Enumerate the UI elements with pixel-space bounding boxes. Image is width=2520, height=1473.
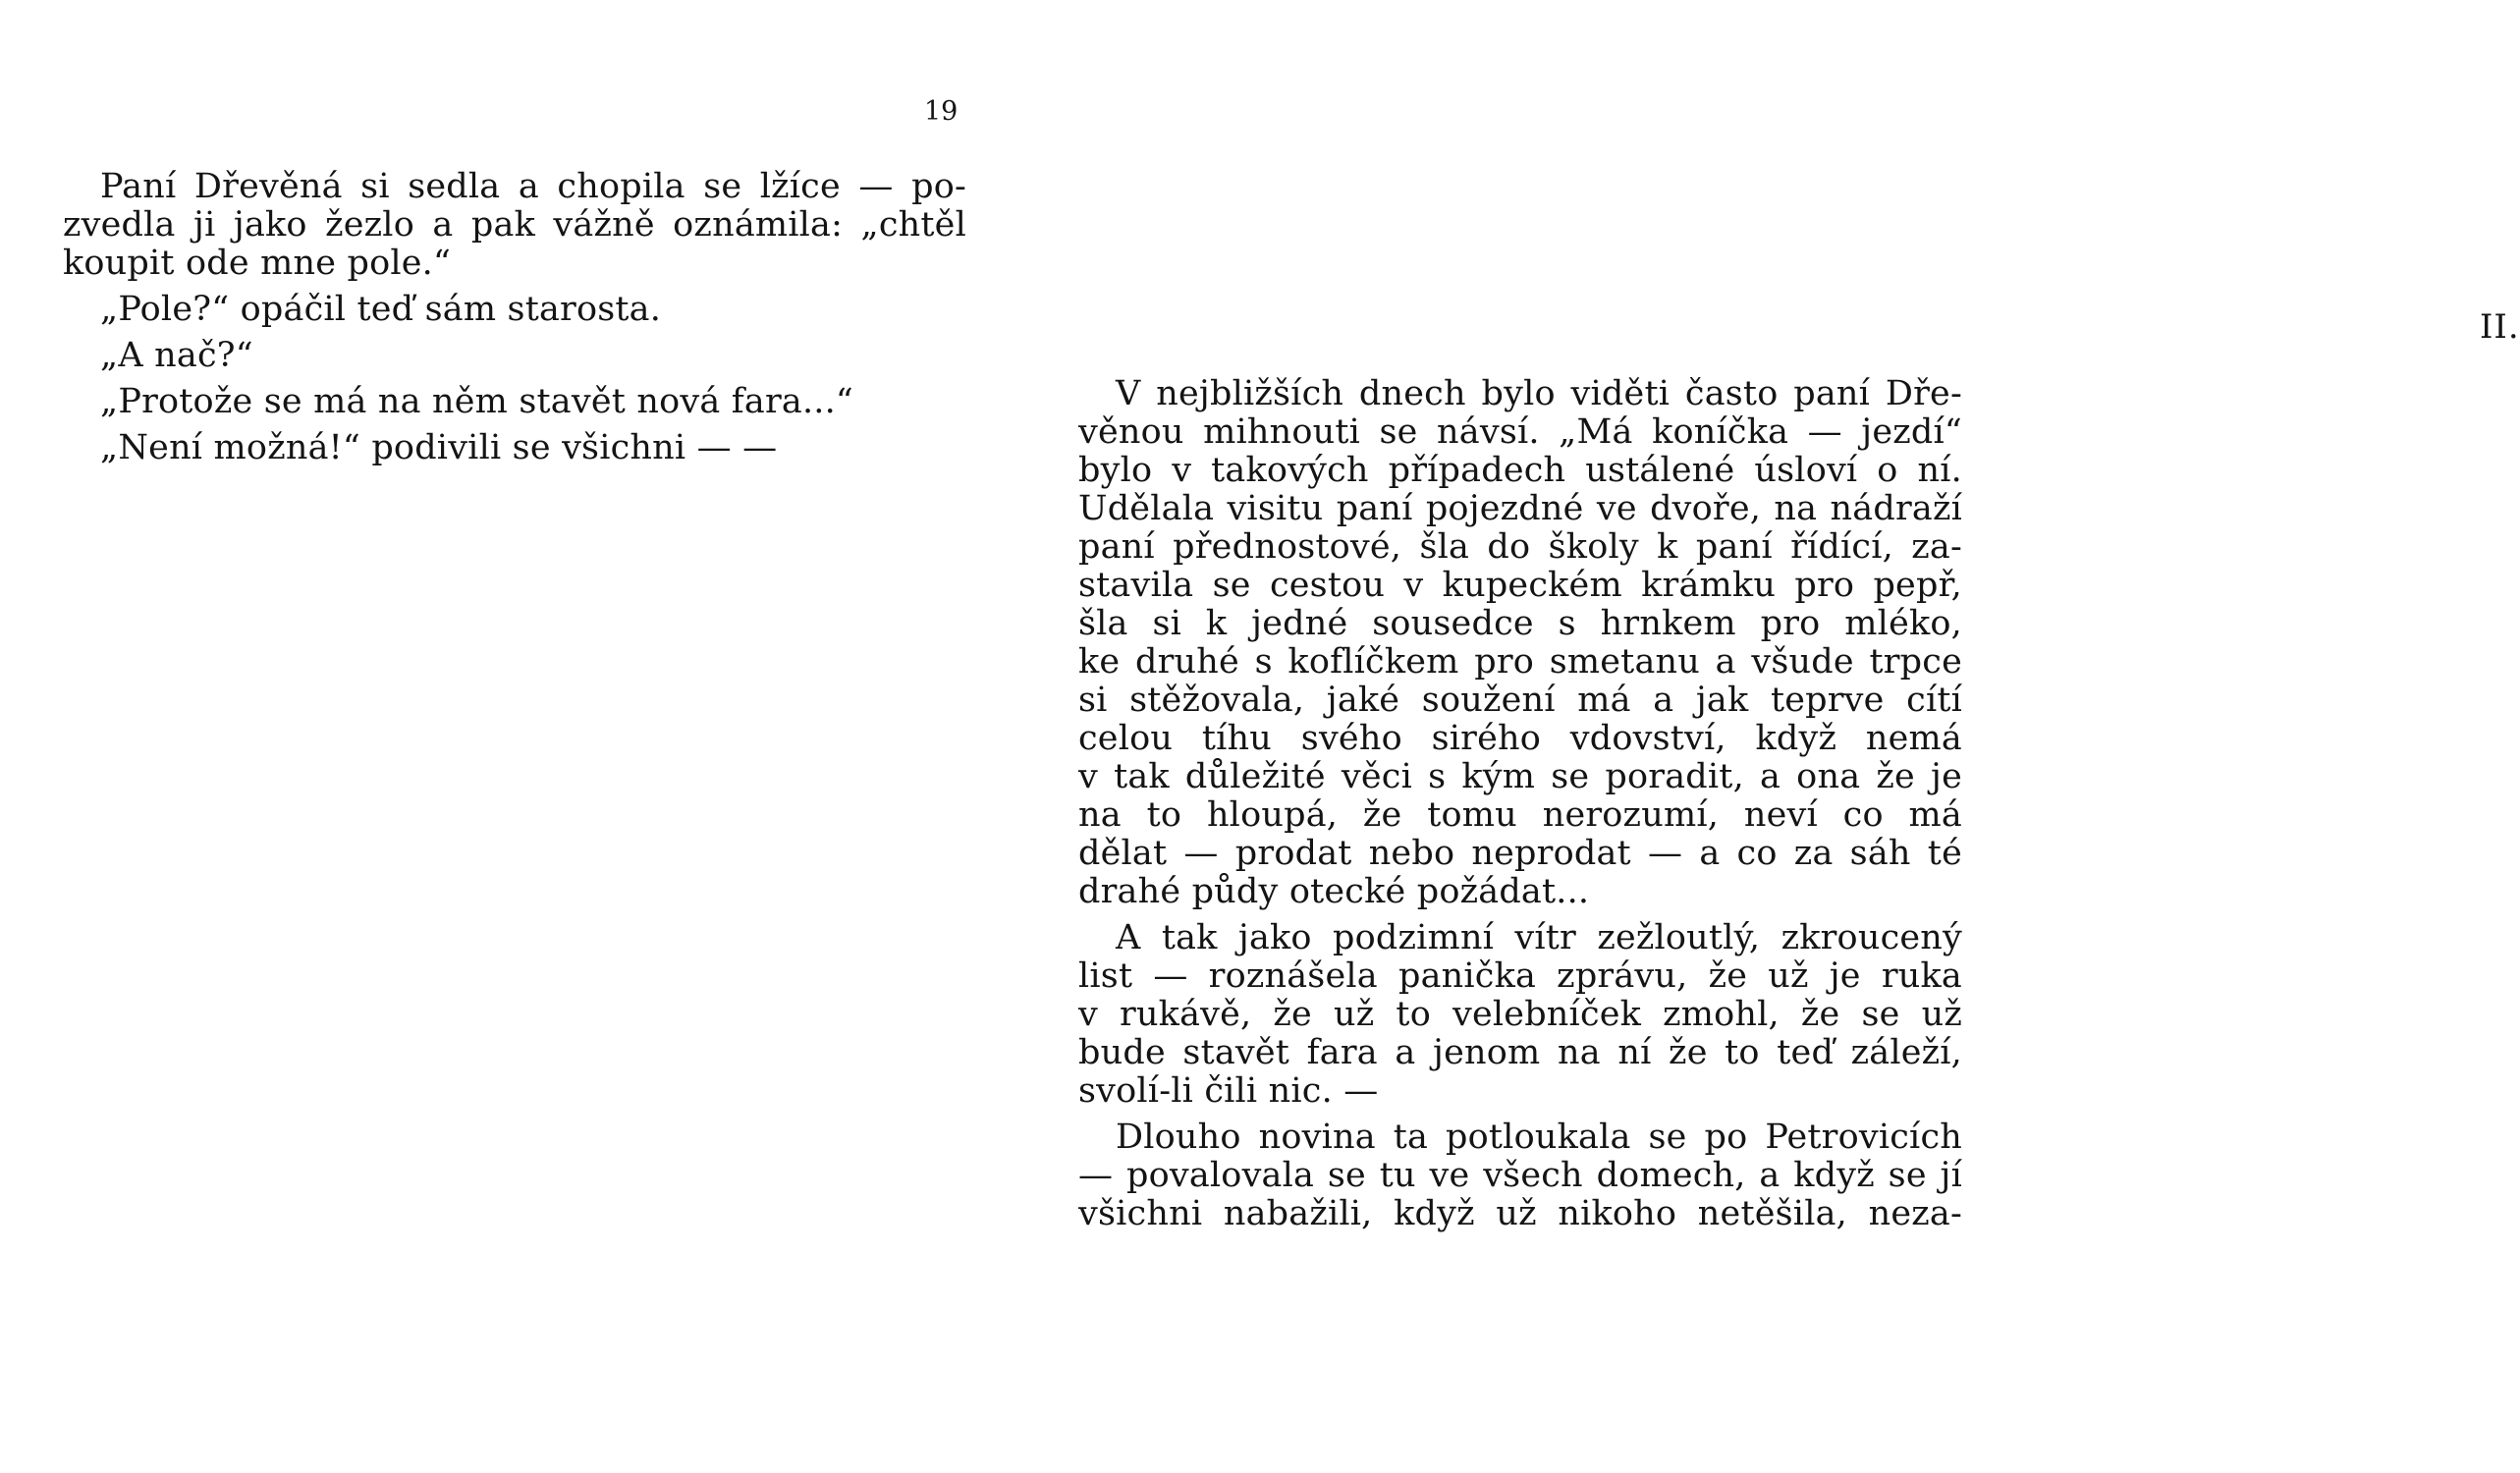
text-line: koupit ode mne pole.“ (63, 244, 452, 283)
paragraph (63, 429, 966, 467)
text-line: Udělala visitu paní pojezdné ve dvoře, na nádraží (1078, 489, 1962, 528)
text-line: bylo v takových případech ustálené úsloví o ní. (1078, 451, 1962, 490)
paragraph (63, 383, 966, 421)
paragraph (63, 168, 966, 283)
text-line: — povalovala se tu ve všech domech, a když se jí (1078, 1156, 1962, 1195)
text-line: v rukávě, že už to velebníček zmohl, že se už (1078, 995, 1962, 1034)
text-line: zvedla ji jako žezlo a pak vážně oznámila: „chtěl (63, 205, 966, 245)
text-line: „A nač?“ (100, 336, 253, 375)
paragraph (1078, 1118, 1962, 1233)
text-line: věnou mihnouti se návsí. „Má koníčka — jezdí“ (1078, 412, 1962, 452)
text-line: „Pole?“ opáčil teď sám starosta. (100, 290, 662, 329)
text-line: si stěžovala, jaké soužení má a jak teprve cítí (1078, 681, 1962, 720)
chapter-heading: II. (2480, 307, 2520, 347)
text-line: „Protože se má na něm stavět nová fara...“ (100, 382, 854, 421)
text-line: A tak jako podzimní vítr zežloutlý, zkroucený (1116, 918, 1962, 957)
paragraph (1078, 375, 1962, 911)
text-line: Dlouho novina ta potloukala se po Petrovicích (1116, 1118, 1962, 1157)
text-line: „Není možná!“ podivili se všichni — — (100, 428, 778, 467)
paragraph (63, 337, 966, 375)
text-line: na to hloupá, že tomu nerozumí, neví co má (1078, 795, 1962, 835)
text-line: celou tíhu svého sirého vdovství, když nemá (1078, 719, 1962, 758)
paragraph (1078, 919, 1962, 1111)
text-line: dělat — prodat nebo neprodat — a co za sáh té (1078, 834, 1962, 873)
paragraph (63, 291, 966, 329)
text-line: bude stavět fara a jenom na ní že to teď záleží, (1078, 1033, 1962, 1072)
text-line: všichni nabažili, když už nikoho netěšila, neza- (1078, 1194, 1962, 1233)
page-number: 19 (924, 96, 959, 127)
text-line: šla si k jedné sousedce s hrnkem pro mléko, (1078, 604, 1962, 643)
text-line: V nejbližších dnech bylo viděti často paní Dře- (1116, 374, 1962, 413)
text-line: Paní Dřevěná si sedla a chopila se lžíce — po- (100, 167, 966, 206)
text-line: stavila se cestou v kupeckém krámku pro pepř, (1078, 566, 1962, 605)
left-page (0, 0, 982, 1473)
text-line: svolí-li čili nic. — (1078, 1071, 1379, 1111)
text-line: paní přednostové, šla do školy k paní řídící, za- (1078, 527, 1962, 567)
left-text-column (63, 168, 966, 467)
text-line: ke druhé s koflíčkem pro smetanu a všude trpce (1078, 642, 1962, 682)
text-line: v tak důležité věci s kým se poradit, a ona že je (1078, 757, 1962, 796)
right-text-column (1078, 375, 1962, 1233)
text-line: list — roznášela panička zprávu, že už je ruka (1078, 956, 1962, 996)
text-line: drahé půdy otecké požádat... (1078, 872, 1590, 911)
